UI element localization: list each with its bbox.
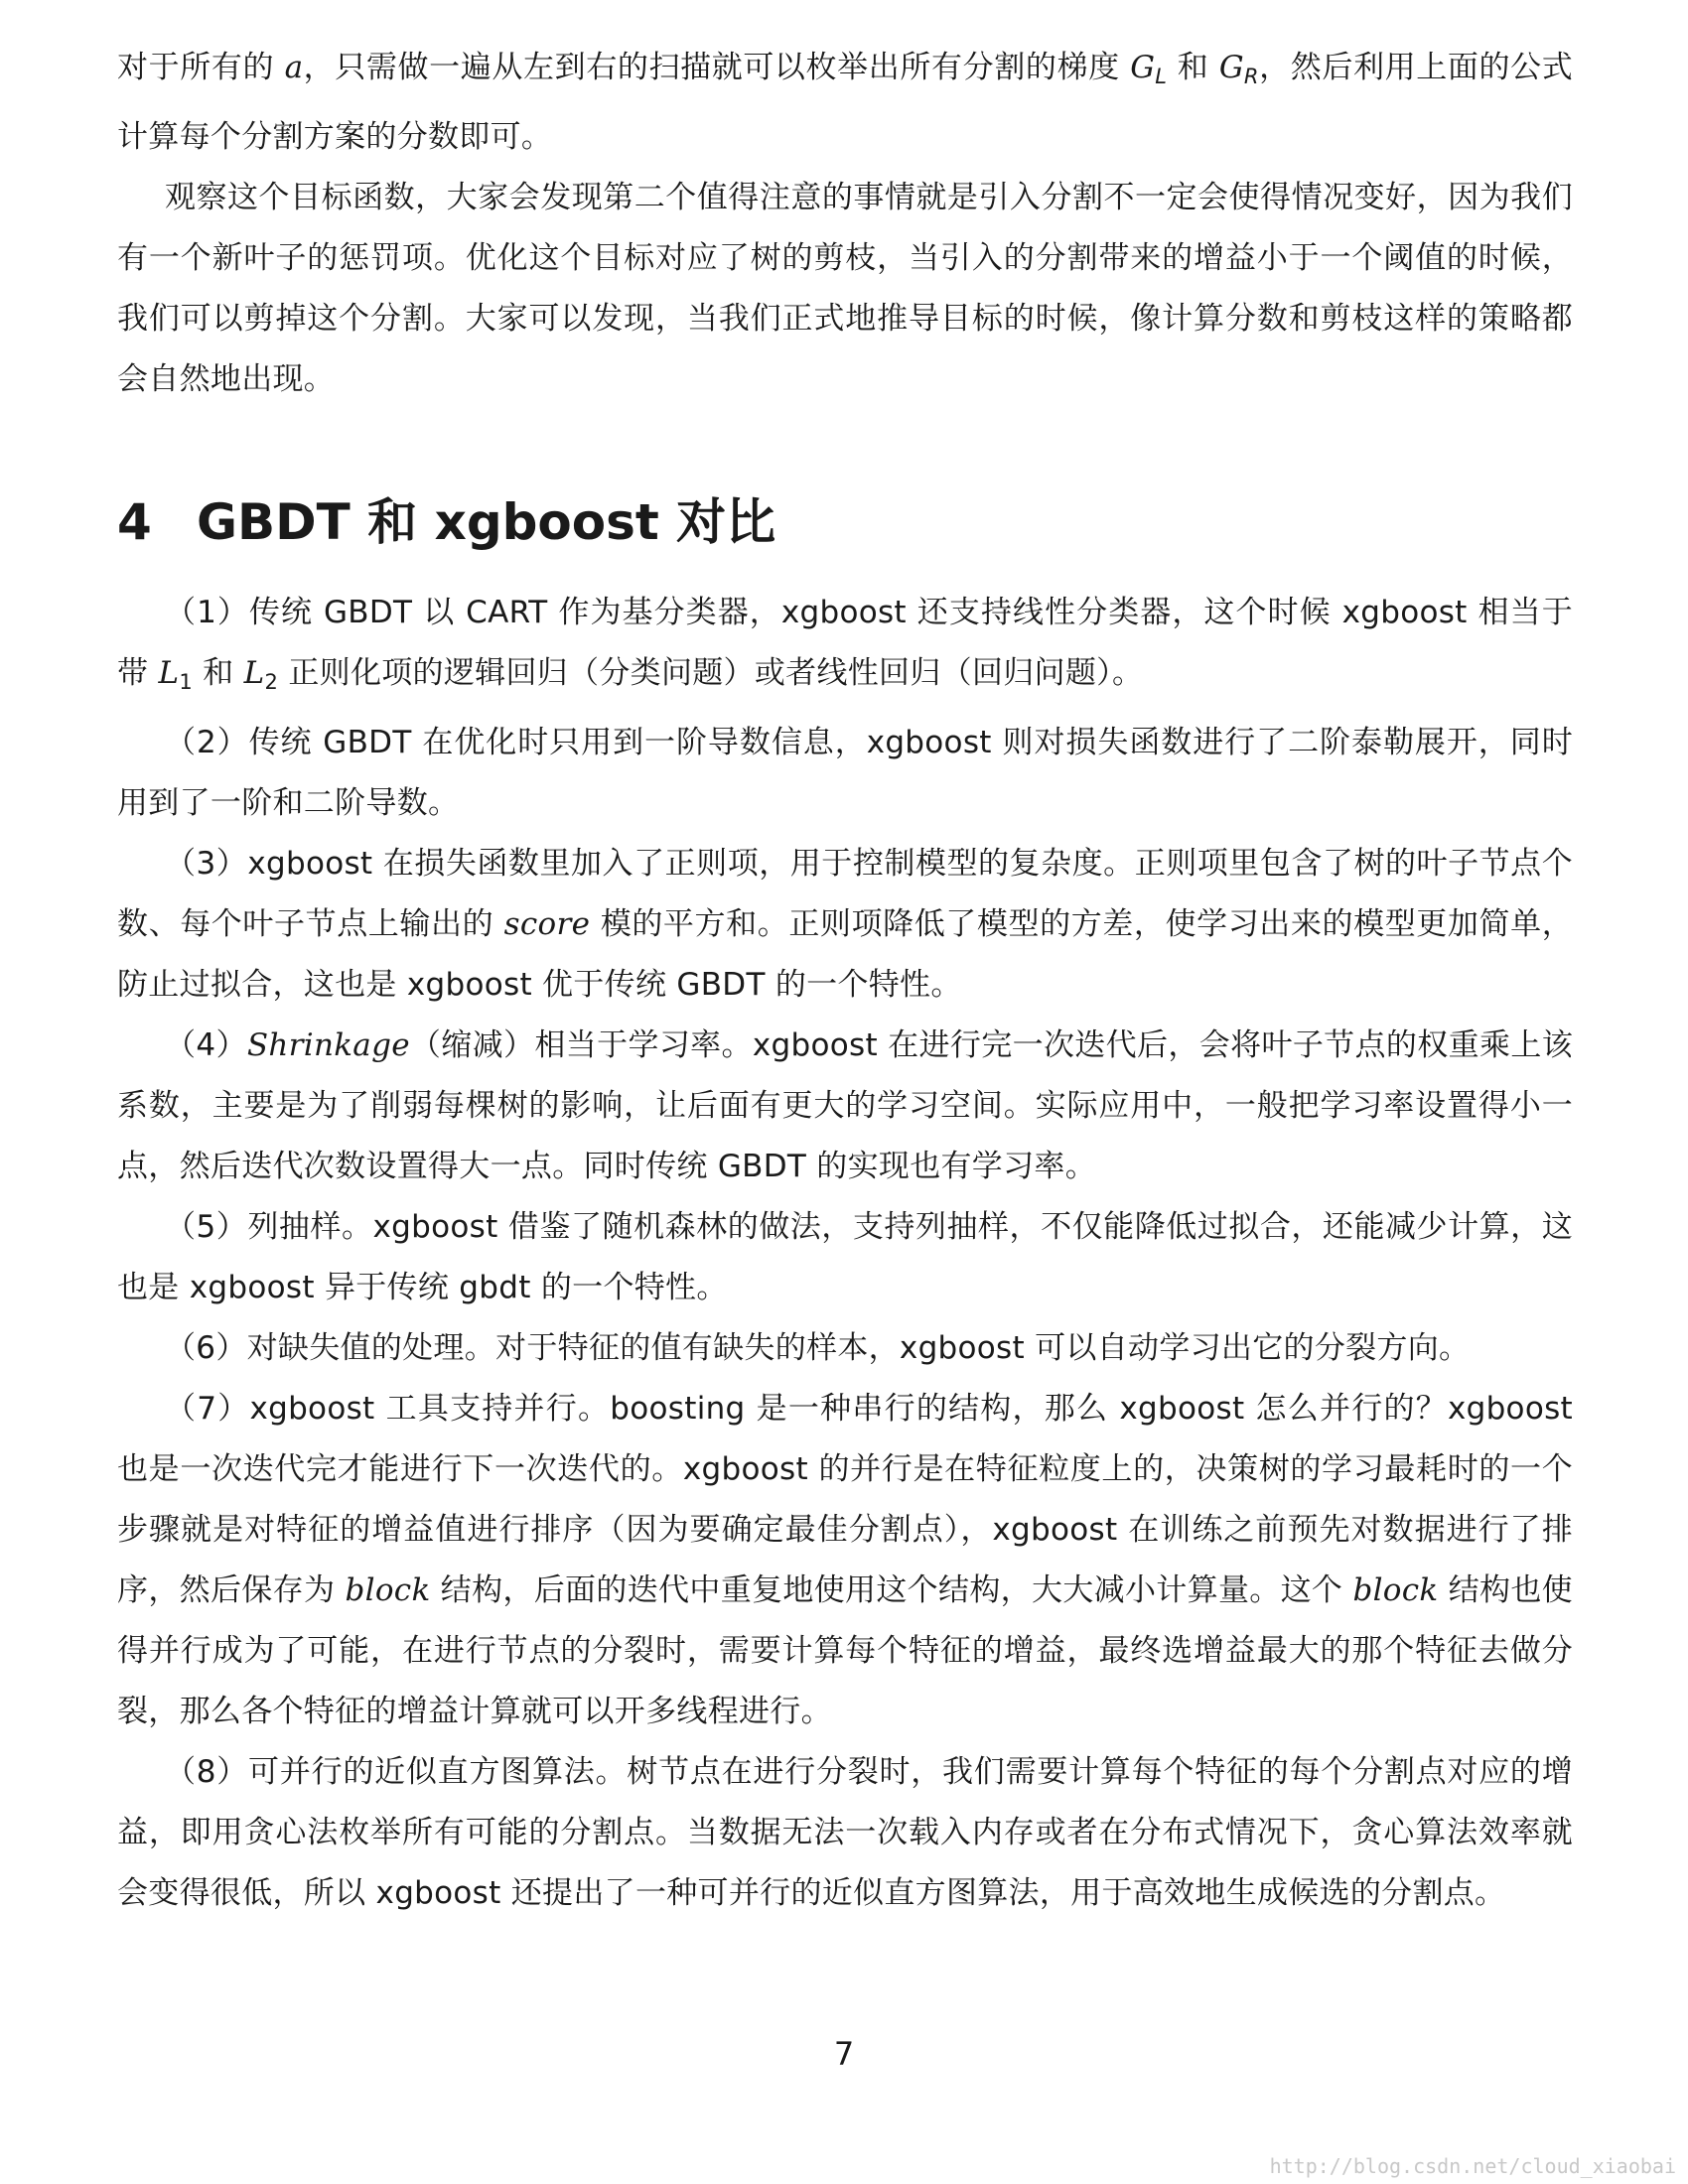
text-run: 结构，后面的迭代中重复地使用这个结构，大大减小计算量。这个 xyxy=(430,1572,1353,1608)
math-variable: G xyxy=(1218,50,1244,85)
list-item: （6）对缺失值的处理。对于特征的值有缺失的样本，xgboost 可以自动学习出它的分裂方向。 xyxy=(165,1330,1471,1366)
math-variable: Shrinkage xyxy=(246,1027,410,1063)
list-item xyxy=(117,834,1573,1016)
section-title: GBDT 和 xgboost 对比 xyxy=(197,493,776,551)
math-subscript: 2 xyxy=(264,670,279,694)
intro-paragraph-1 xyxy=(117,38,1573,168)
math-variable: block xyxy=(1352,1572,1439,1608)
text-run: 结构也使得并行成为了可能，在进行节点的分裂时，需要计算每个特征的增益，最终选增益最大的那个特征去做分裂，那么各个特征的增益计算就可以开多线程进行。 xyxy=(117,1572,1573,1729)
math-variable: block xyxy=(345,1572,431,1608)
text-run: （7）xgboost 工具支持并行。boosting 是一种串行的结构，那么 xgboost 怎么并行的？xgboost 也是一次迭代完才能进行下一次迭代的。xgboost 的并行是在特征粒度上的，决策树的学习最耗时的一个步骤就是对特征的增益值进行排序（因为要确定最佳分割点），xgboost 在训练之前预先对数据进行了排序，然后保存为 xyxy=(117,1391,1573,1608)
section-heading xyxy=(117,487,1573,557)
watermark-url: http://blog.csdn.net/cloud_xiaobai xyxy=(1269,2154,1676,2178)
list-item xyxy=(117,583,1573,713)
text-run: ，只需做一遍从左到右的扫描就可以枚举出所有分割的梯度 xyxy=(303,50,1131,85)
document-page xyxy=(117,38,1573,1924)
text-run: 正则化项的逻辑回归（分类问题）或者线性回归（回归问题）。 xyxy=(278,655,1144,691)
text-run: 模的平方和。正则项降低了模型的方差，使学习出来的模型更加简单，防止过拟合，这也是 xgboost 优于传统 GBDT 的一个特性。 xyxy=(117,906,1573,1003)
intro-paragraph-2: 观察这个目标函数，大家会发现第二个值得注意的事情就是引入分割不一定会使得情况变好，因为我们有一个新叶子的惩罚项。优化这个目标对应了树的剪枝，当引入的分割带来的增益小于一个阈值的时候，我们可以剪掉这个分割。大家可以发现，当我们正式地推导目标的时候，像计算分数和剪枝这样的策略都会自然地出现。 xyxy=(117,180,1573,397)
page-number: 7 xyxy=(833,2035,855,2073)
math-variable: a xyxy=(284,50,304,85)
math-subscript: 1 xyxy=(179,670,194,694)
text-run: （3）xgboost 在损失函数里加入了正则项，用于控制模型的复杂度。正则项里包含了树的叶子节点个数、每个叶子节点上输出的 xyxy=(117,846,1573,942)
list-item xyxy=(117,1016,1573,1197)
math-subscript: L xyxy=(1155,65,1168,88)
section-number: 4 xyxy=(117,493,152,551)
math-variable: L xyxy=(243,655,265,691)
math-variable: L xyxy=(158,655,180,691)
text-run: 对于所有的 xyxy=(117,50,285,85)
text-run: （4） xyxy=(165,1027,247,1063)
list-item: （5）列抽样。xgboost 借鉴了随机森林的做法，支持列抽样，不仅能降低过拟合，还能减少计算，这也是 xgboost 异于传统 gbdt 的一个特性。 xyxy=(117,1209,1573,1305)
text-run: 和 xyxy=(1167,50,1219,85)
list-item: （2）传统 GBDT 在优化时只用到一阶导数信息，xgboost 则对损失函数进行了二阶泰勒展开，同时用到了一阶和二阶导数。 xyxy=(117,725,1573,821)
math-variable: G xyxy=(1130,50,1156,85)
text-run: 和 xyxy=(193,655,244,691)
math-subscript: R xyxy=(1243,65,1259,88)
text-run: ，然后利用上面的公式计算每个分割方案的分数即可。 xyxy=(117,50,1574,155)
list-item xyxy=(117,1379,1573,1742)
text-run: （缩减）相当于学习率。xgboost 在进行完一次迭代后，会将叶子节点的权重乘上该系数，主要是为了削弱每棵树的影响，让后面有更大的学习空间。实际应用中，一般把学习率设置得小一点，然后迭代次数设置得大一点。同时传统 GBDT 的实现也有学习率。 xyxy=(117,1027,1574,1184)
math-variable: score xyxy=(503,906,591,942)
text-run: （1）传统 GBDT 以 CART 作为基分类器，xgboost 还支持线性分类器，这个时候 xgboost 相当于带 xyxy=(117,595,1573,691)
list-item: （8）可并行的近似直方图算法。树节点在进行分裂时，我们需要计算每个特征的每个分割点对应的增益，即用贪心法枚举所有可能的分割点。当数据无法一次载入内存或者在分布式情况下，贪心算法效率就会变得很低，所以 xgboost 还提出了一种可并行的近似直方图算法，用于高效地生成候选的分割点。 xyxy=(117,1754,1573,1911)
